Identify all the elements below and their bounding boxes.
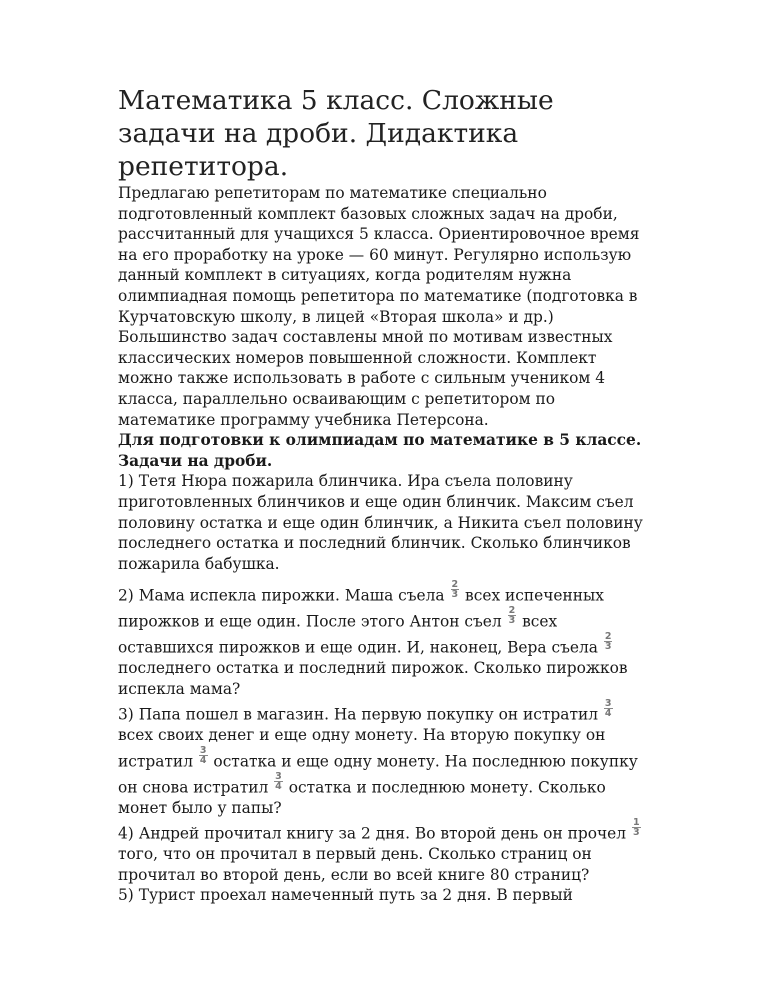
fraction-one-third bbox=[632, 818, 641, 837]
intro-paragraph: Предлагаю репетиторам по математике специально подготовленный комплект базовых сложных задач на дроби, рассчитанный для учащихся 5 класса. Ориентировочное время на его проработку на уроке — 60 минут. Регулярно использую данный комплект в ситуациях, когда родителям нужна олимпиадная помощь репетитора по математике (подготовка в Курчатовскую школу, в лицей «Вторая школа» и др.) Большинство задач составлены мной по мотивам известных классических номеров повышенной сложности. Комплект можно также использовать в работе с сильным учеником 4 класса, параллельно осваивающим с репетитором по математике программу учебника Петерсона. bbox=[118, 184, 640, 429]
problem-4-text-b: того, что он прочитал в первый день. Сколько страниц он прочитал во второй день, если во всей книге 80 страниц? bbox=[118, 845, 592, 884]
problem-3-text-c: остатка и еще одну монету. На последнюю покупку он снова истратил bbox=[118, 752, 638, 796]
document-page bbox=[118, 84, 648, 906]
fraction-denominator: 4 bbox=[275, 780, 282, 792]
fraction-denominator: 3 bbox=[632, 827, 640, 839]
fraction-denominator: 4 bbox=[604, 708, 612, 720]
fraction-numerator: 2 bbox=[451, 579, 459, 591]
fraction-denominator: 4 bbox=[199, 754, 207, 766]
problem-3-text-d: остатка и последнюю монету. Сколько монет было у папы? bbox=[118, 777, 606, 817]
problem-2-text-c: всех оставшихся пирожков и еще один. И, наконец, Вера съела bbox=[118, 612, 598, 657]
problem-2-text-b: всех испеченных пирожков и еще один. После этого Антон съел bbox=[118, 586, 604, 631]
fraction-three-quarters bbox=[274, 772, 283, 791]
fraction-numerator: 1 bbox=[632, 817, 640, 829]
problem-3-text-a: 3) Папа пошел в магазин. На первую покупку он истратил bbox=[118, 705, 598, 724]
problem-2-text-d: последнего остатка и последний пирожок. Сколько пирожков испекла мама? bbox=[118, 659, 628, 698]
problem-3 bbox=[118, 699, 648, 818]
problem-5: 5) Турист проехал намеченный путь за 2 дня. В первый bbox=[118, 886, 573, 905]
fraction-numerator: 3 bbox=[604, 698, 612, 710]
problem-4 bbox=[118, 818, 648, 885]
fraction-numerator: 2 bbox=[604, 631, 612, 643]
fraction-numerator: 2 bbox=[508, 605, 516, 617]
fraction-denominator: 3 bbox=[604, 641, 612, 653]
fraction-two-thirds bbox=[604, 632, 613, 651]
page-title: Математика 5 класс. Сложные задачи на дроби. Дидактика репетитора. bbox=[118, 85, 554, 182]
problem-2-text-a: 2) Мама испекла пирожки. Маша съела bbox=[118, 586, 445, 605]
problem-1: 1) Тетя Нюра пожарила блинчика. Ира съела половину приготовленных блинчиков и еще один блинчик. Максим съел половину остатка и еще один блинчик, а Никита съел половину последнего остатка и последний блинчик. Сколько блинчиков пожарила бабушка. bbox=[118, 472, 643, 573]
problem-3-text-b: всех своих денег и еще одну монету. На вторую покупку он истратил bbox=[118, 726, 606, 770]
fraction-three-quarters bbox=[199, 746, 208, 765]
fraction-two-thirds bbox=[508, 606, 517, 625]
problem-4-text-a: 4) Андрей прочитал книгу за 2 дня. Во второй день он прочел bbox=[118, 824, 627, 843]
fraction-denominator: 3 bbox=[508, 615, 516, 627]
fraction-two-thirds bbox=[451, 580, 460, 599]
section-heading: Для подготовки к олимпиадам по математике в 5 классе. Задачи на дроби. bbox=[118, 431, 642, 470]
problem-2 bbox=[118, 580, 648, 699]
fraction-numerator: 3 bbox=[275, 770, 282, 782]
fraction-three-quarters bbox=[604, 699, 613, 718]
fraction-numerator: 3 bbox=[199, 744, 207, 756]
fraction-denominator: 3 bbox=[451, 589, 459, 601]
